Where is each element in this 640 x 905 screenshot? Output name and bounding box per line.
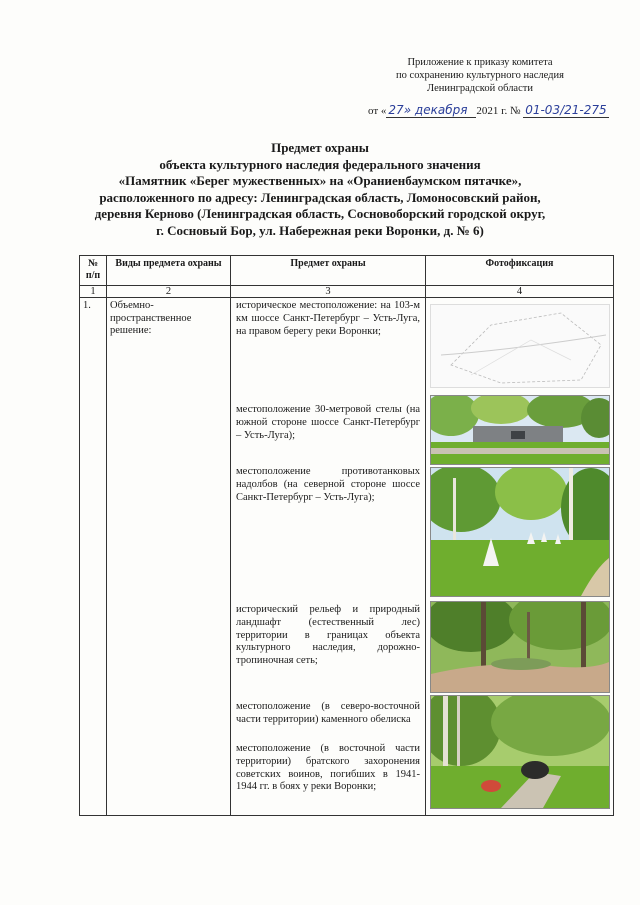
table-row — [80, 298, 614, 816]
subject-item: местоположение 30-метровой стелы (на южной стороне шоссе Санкт-Петербург – Усть-Луга); — [236, 404, 420, 441]
row-kind: Объемно-пространственное решение: — [107, 298, 231, 816]
handwritten-order-number: 01-03/21-275 — [525, 103, 607, 117]
protection-subject-table — [79, 255, 614, 816]
subject-item: местоположение (в северо-восточной части территории) каменного обелиска — [236, 701, 420, 725]
title-line: объекта культурного наследия федерального значения — [159, 156, 481, 172]
stele-photo — [430, 395, 610, 465]
obelisk-grave-photo — [430, 695, 610, 809]
order-date-number-line — [368, 103, 609, 118]
anti-tank-obstacles-photo — [430, 467, 610, 597]
order-year-label: 2021 г. № — [476, 105, 521, 117]
order-prefix: от « — [368, 105, 387, 117]
row-subjects — [231, 298, 426, 816]
landscape-path-photo — [430, 601, 610, 693]
handwritten-order-date: 27» декабря — [386, 103, 476, 118]
header-number: № п/п — [80, 256, 107, 286]
title-line: «Памятник «Берег мужественных» на «Ораниенбаумском пятачке», — [118, 173, 522, 188]
column-number: 1 — [80, 286, 107, 298]
subject-item: местоположение (в восточной части территории) братского захоронения советских воинов, погибших в 1941-1944 гг. в боях у реки Воронки; — [236, 743, 420, 793]
subject-item: историческое местоположение: на 103-м км шоссе Санкт-Петербург – Усть-Луга, на правом берегу реки Воронки; — [236, 300, 420, 337]
appendix-line: Приложение к приказу комитета — [407, 57, 553, 68]
title-line: деревня Керново (Ленинградская область, Сосновоборский городской округ, — [94, 206, 546, 221]
document-title — [60, 140, 580, 239]
site-map-image — [430, 304, 610, 388]
header-kind: Виды предмета охраны — [107, 256, 231, 286]
subject-item: исторический рельеф и природный ландшафт (естественный лес) территории в границах объекта культурного наследия, дорожно-тропиночная сеть; — [236, 604, 420, 667]
row-number: 1. — [80, 298, 107, 816]
column-number-row — [80, 286, 614, 298]
column-number: 2 — [107, 286, 231, 298]
appendix-line: по сохранению культурного наследия — [396, 70, 564, 81]
header-subject: Предмет охраны — [231, 256, 426, 286]
title-line: г. Сосновый Бор, ул. Набережная реки Воронки, д. № 6) — [156, 222, 484, 238]
column-number: 3 — [231, 286, 426, 298]
header-photo: Фотофиксация — [426, 256, 614, 286]
appendix-line: Ленинградской области — [427, 83, 533, 94]
table-header-row — [80, 256, 614, 286]
row-photos — [426, 298, 614, 816]
title-line: Предмет охраны — [271, 140, 369, 155]
appendix-header — [360, 56, 600, 95]
title-line: расположенного по адресу: Ленинградская область, Ломоносовский район, — [99, 189, 541, 205]
subject-item: местоположение противотанковых надолбов (на северной стороне шоссе Санкт-Петербург – Усть-Луга); — [236, 466, 420, 503]
column-number: 4 — [426, 286, 614, 298]
